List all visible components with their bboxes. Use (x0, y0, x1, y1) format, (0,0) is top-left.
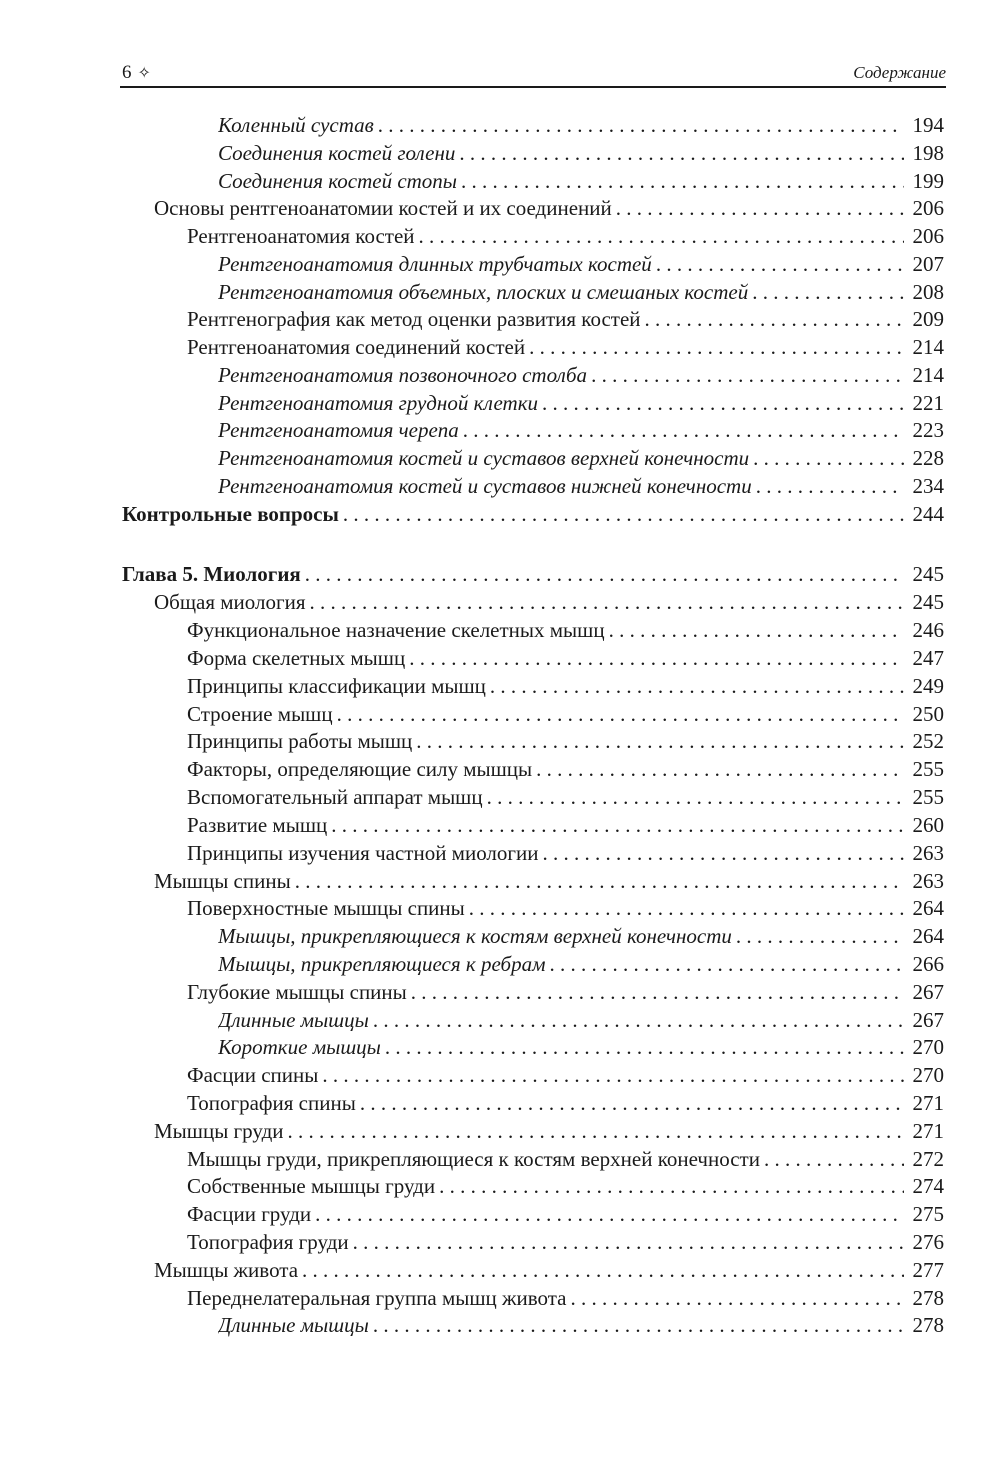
dot-leader (302, 1256, 904, 1284)
toc-entry-page: 263 (912, 841, 944, 865)
dot-leader (295, 867, 904, 895)
dot-leader (337, 700, 904, 728)
dot-leader (378, 111, 904, 139)
toc-entry-page: 214 (912, 335, 944, 359)
toc-entry-page: 198 (912, 141, 944, 165)
toc-entry[interactable] (187, 1228, 944, 1256)
dot-leader (373, 1311, 904, 1339)
toc-entry-title: Фасции спины (187, 1063, 319, 1087)
toc-entry[interactable] (218, 250, 944, 278)
toc-entry[interactable] (218, 416, 944, 444)
toc-entry[interactable] (218, 444, 944, 472)
toc-entry[interactable] (218, 472, 944, 500)
toc-entry-page: 264 (912, 896, 944, 920)
toc-entry-page: 209 (912, 307, 944, 331)
toc-entry-page: 208 (912, 280, 944, 304)
toc-entry-title: Соединения костей стопы (218, 169, 458, 193)
toc-entry-title: Поверхностные мышцы спины (187, 896, 465, 920)
toc-entry-title: Коленный сустав (218, 113, 374, 137)
toc-entry[interactable] (187, 672, 944, 700)
dot-leader (656, 250, 904, 278)
toc-entry-page: 274 (912, 1174, 944, 1198)
toc-entry-title: Рентгеноанатомия костей (187, 224, 415, 248)
dot-leader (756, 472, 904, 500)
toc-entry-page: 199 (912, 169, 944, 193)
toc-entry-page: 278 (912, 1286, 944, 1310)
dot-leader (591, 361, 904, 389)
toc-entry-title: Строение мышц (187, 702, 333, 726)
dot-leader (764, 1145, 904, 1173)
toc-entry[interactable] (187, 222, 944, 250)
toc-entry-title: Мышцы, прикрепляющиеся к ребрам (218, 952, 546, 976)
dot-leader (490, 672, 904, 700)
toc-entry-title: Принципы изучения частной миологии (187, 841, 539, 865)
toc-entry[interactable] (187, 978, 944, 1006)
toc-entry-title: Короткие мышцы (218, 1035, 381, 1059)
toc-entry[interactable] (187, 644, 944, 672)
toc-entry[interactable] (187, 616, 944, 644)
toc-entry[interactable] (187, 305, 944, 333)
toc-entry-page: 266 (912, 952, 944, 976)
toc-entry[interactable] (218, 389, 944, 417)
toc-entry-title: Мышцы груди, прикрепляющиеся к костям верхней конечности (187, 1147, 760, 1171)
toc-entry-title: Рентгеноанатомия соединений костей (187, 335, 526, 359)
dot-leader (463, 416, 904, 444)
toc-entry-title: Глубокие мышцы спины (187, 980, 407, 1004)
toc-entry[interactable] (218, 167, 944, 195)
toc-entry-page: 267 (912, 980, 944, 1004)
toc-entry[interactable] (218, 922, 944, 950)
toc-entry-title: Рентгеноанатомия костей и суставов верхней конечности (218, 446, 750, 470)
toc-entry[interactable] (218, 278, 944, 306)
toc-entry[interactable] (187, 811, 944, 839)
dot-leader (373, 1006, 904, 1034)
toc-entry[interactable] (218, 111, 944, 139)
toc-entry-title: Форма скелетных мышц (187, 646, 406, 670)
toc-entry-page: 263 (912, 869, 944, 893)
toc-entry-page: 214 (912, 363, 944, 387)
toc-entry-title: Глава 5. Миология (122, 562, 301, 586)
toc-entry-title: Соединения костей голени (218, 141, 456, 165)
header-left (122, 60, 151, 86)
toc-entry-page: 250 (912, 702, 944, 726)
dot-leader (439, 1172, 904, 1200)
running-header (120, 60, 946, 88)
toc-entry-page: 244 (912, 502, 944, 526)
dot-leader (645, 305, 904, 333)
toc-entry-page: 206 (912, 224, 944, 248)
toc-entry-title: Длинные мышцы (218, 1313, 369, 1337)
toc-entry-page: 255 (912, 785, 944, 809)
toc-entry-page: 223 (912, 418, 944, 442)
dot-leader (419, 222, 904, 250)
toc-entry-page: 271 (912, 1119, 944, 1143)
dot-leader (331, 811, 904, 839)
toc-entry-title: Мышцы спины (154, 869, 291, 893)
toc-entry-page: 206 (912, 196, 944, 220)
toc-entry-title: Рентгенография как метод оценки развития костей (187, 307, 641, 331)
toc-entry-title: Рентгеноанатомия объемных, плоских и смешаных костей (218, 280, 749, 304)
toc-entry-page: 275 (912, 1202, 944, 1226)
dot-leader (616, 194, 904, 222)
toc-entry[interactable] (218, 1311, 944, 1339)
dot-leader (461, 167, 904, 195)
toc-entry-title: Переднелатеральная группа мышц живота (187, 1286, 567, 1310)
dot-leader (385, 1033, 904, 1061)
toc-entry-title: Рентгеноанатомия позвоночного столба (218, 363, 588, 387)
toc-entry-title: Топография груди (187, 1230, 349, 1254)
toc-entry[interactable] (187, 700, 944, 728)
toc-entry-title: Принципы работы мышц (187, 729, 413, 753)
toc-entry-page: 276 (912, 1230, 944, 1254)
toc-entry-title: Развитие мышц (187, 813, 328, 837)
dot-leader (310, 588, 905, 616)
dot-leader (360, 1089, 904, 1117)
toc-entry[interactable] (218, 1006, 944, 1034)
toc-entry-title: Фасции груди (187, 1202, 312, 1226)
toc-entry[interactable] (187, 755, 944, 783)
toc-entry-page: 252 (912, 729, 944, 753)
toc-entry-title: Вспомогательный аппарат мышц (187, 785, 483, 809)
toc-entry-page: 245 (912, 590, 944, 614)
toc-entry-title: Рентгеноанатомия грудной клетки (218, 391, 539, 415)
toc-entry[interactable] (187, 783, 944, 811)
dot-leader (322, 1061, 904, 1089)
dot-leader (549, 950, 904, 978)
toc-entry[interactable] (187, 1284, 944, 1312)
toc-entry[interactable] (187, 1089, 944, 1117)
toc-entry[interactable] (218, 361, 944, 389)
toc-entry[interactable] (154, 588, 944, 616)
dot-leader (315, 1200, 904, 1228)
toc-entry-page: 278 (912, 1313, 944, 1337)
toc-entry-title: Принципы классификации мышц (187, 674, 486, 698)
dot-leader (487, 783, 904, 811)
section-title: Содержание (853, 63, 946, 82)
toc-entry-page: 228 (912, 446, 944, 470)
ornament-star-icon: ✧ (137, 63, 151, 82)
dot-leader (753, 444, 904, 472)
toc-entry-page: 194 (912, 113, 944, 137)
dot-leader (416, 727, 904, 755)
toc-entry-title: Контрольные вопросы (122, 502, 339, 526)
toc-entry-page: 247 (912, 646, 944, 670)
toc-entry-page: 234 (912, 474, 944, 498)
toc-entry-title: Топография спины (187, 1091, 356, 1115)
toc-entry-page: 260 (912, 813, 944, 837)
toc-entry-page: 264 (912, 924, 944, 948)
dot-leader (529, 333, 904, 361)
toc-entry[interactable] (187, 1200, 944, 1228)
dot-leader (469, 894, 904, 922)
toc-entry-page: 221 (912, 391, 944, 415)
dot-leader (543, 839, 904, 867)
dot-leader (542, 389, 904, 417)
dot-leader (536, 755, 904, 783)
toc-entry-page: 272 (912, 1147, 944, 1171)
dot-leader (459, 139, 904, 167)
toc-entry[interactable] (187, 727, 944, 755)
toc-entry[interactable] (154, 1256, 944, 1284)
toc-entry-page: 277 (912, 1258, 944, 1282)
toc-entry-page: 255 (912, 757, 944, 781)
toc-entry[interactable] (154, 1117, 944, 1145)
dot-leader (609, 616, 904, 644)
dot-leader (571, 1284, 905, 1312)
toc-entry-page: 270 (912, 1063, 944, 1087)
toc-entry-title: Длинные мышцы (218, 1008, 369, 1032)
toc-entry[interactable] (187, 1172, 944, 1200)
toc-entry[interactable] (187, 333, 944, 361)
toc-entry-title: Рентгеноанатомия длинных трубчатых костей (218, 252, 652, 276)
toc-entry-title: Рентгеноанатомия черепа (218, 418, 459, 442)
dot-leader (411, 978, 904, 1006)
dot-leader (343, 500, 904, 528)
toc-entry-title: Собственные мышцы груди (187, 1174, 436, 1198)
toc-entry[interactable] (218, 139, 944, 167)
toc-entry[interactable] (218, 950, 944, 978)
toc-entry[interactable] (154, 194, 944, 222)
page-number: 6 (122, 62, 132, 83)
toc-entry[interactable] (187, 894, 944, 922)
dot-leader (752, 278, 904, 306)
toc-entry-title: Функциональное назначение скелетных мышц (187, 618, 605, 642)
toc-entry[interactable] (187, 839, 944, 867)
toc-entry-page: 271 (912, 1091, 944, 1115)
toc-entry-title: Общая миология (154, 590, 306, 614)
dot-leader (305, 560, 904, 588)
toc-entry[interactable] (122, 500, 944, 528)
toc-entry-page: 245 (912, 562, 944, 586)
dot-leader (736, 922, 904, 950)
dot-leader (353, 1228, 904, 1256)
toc-entry[interactable] (187, 1061, 944, 1089)
toc-entry-page: 267 (912, 1008, 944, 1032)
toc-entry[interactable] (122, 560, 944, 588)
toc-entry-page: 249 (912, 674, 944, 698)
toc-entry-title: Основы рентгеноанатомии костей и их соединений (154, 196, 612, 220)
toc-entry-title: Рентгеноанатомия костей и суставов нижней конечности (218, 474, 752, 498)
toc-entry-title: Мышцы, прикрепляющиеся к костям верхней конечности (218, 924, 732, 948)
toc-entry-page: 207 (912, 252, 944, 276)
toc-entry[interactable] (154, 867, 944, 895)
toc-entry-title: Мышцы груди (154, 1119, 284, 1143)
toc-entry-page: 270 (912, 1035, 944, 1059)
toc-entry[interactable] (187, 1145, 944, 1173)
dot-leader (288, 1117, 905, 1145)
dot-leader (409, 644, 904, 672)
toc-entry-title: Факторы, определяющие силу мышцы (187, 757, 533, 781)
toc-entry-title: Мышцы живота (154, 1258, 299, 1282)
toc-entry[interactable] (218, 1033, 944, 1061)
toc-entry-page: 246 (912, 618, 944, 642)
